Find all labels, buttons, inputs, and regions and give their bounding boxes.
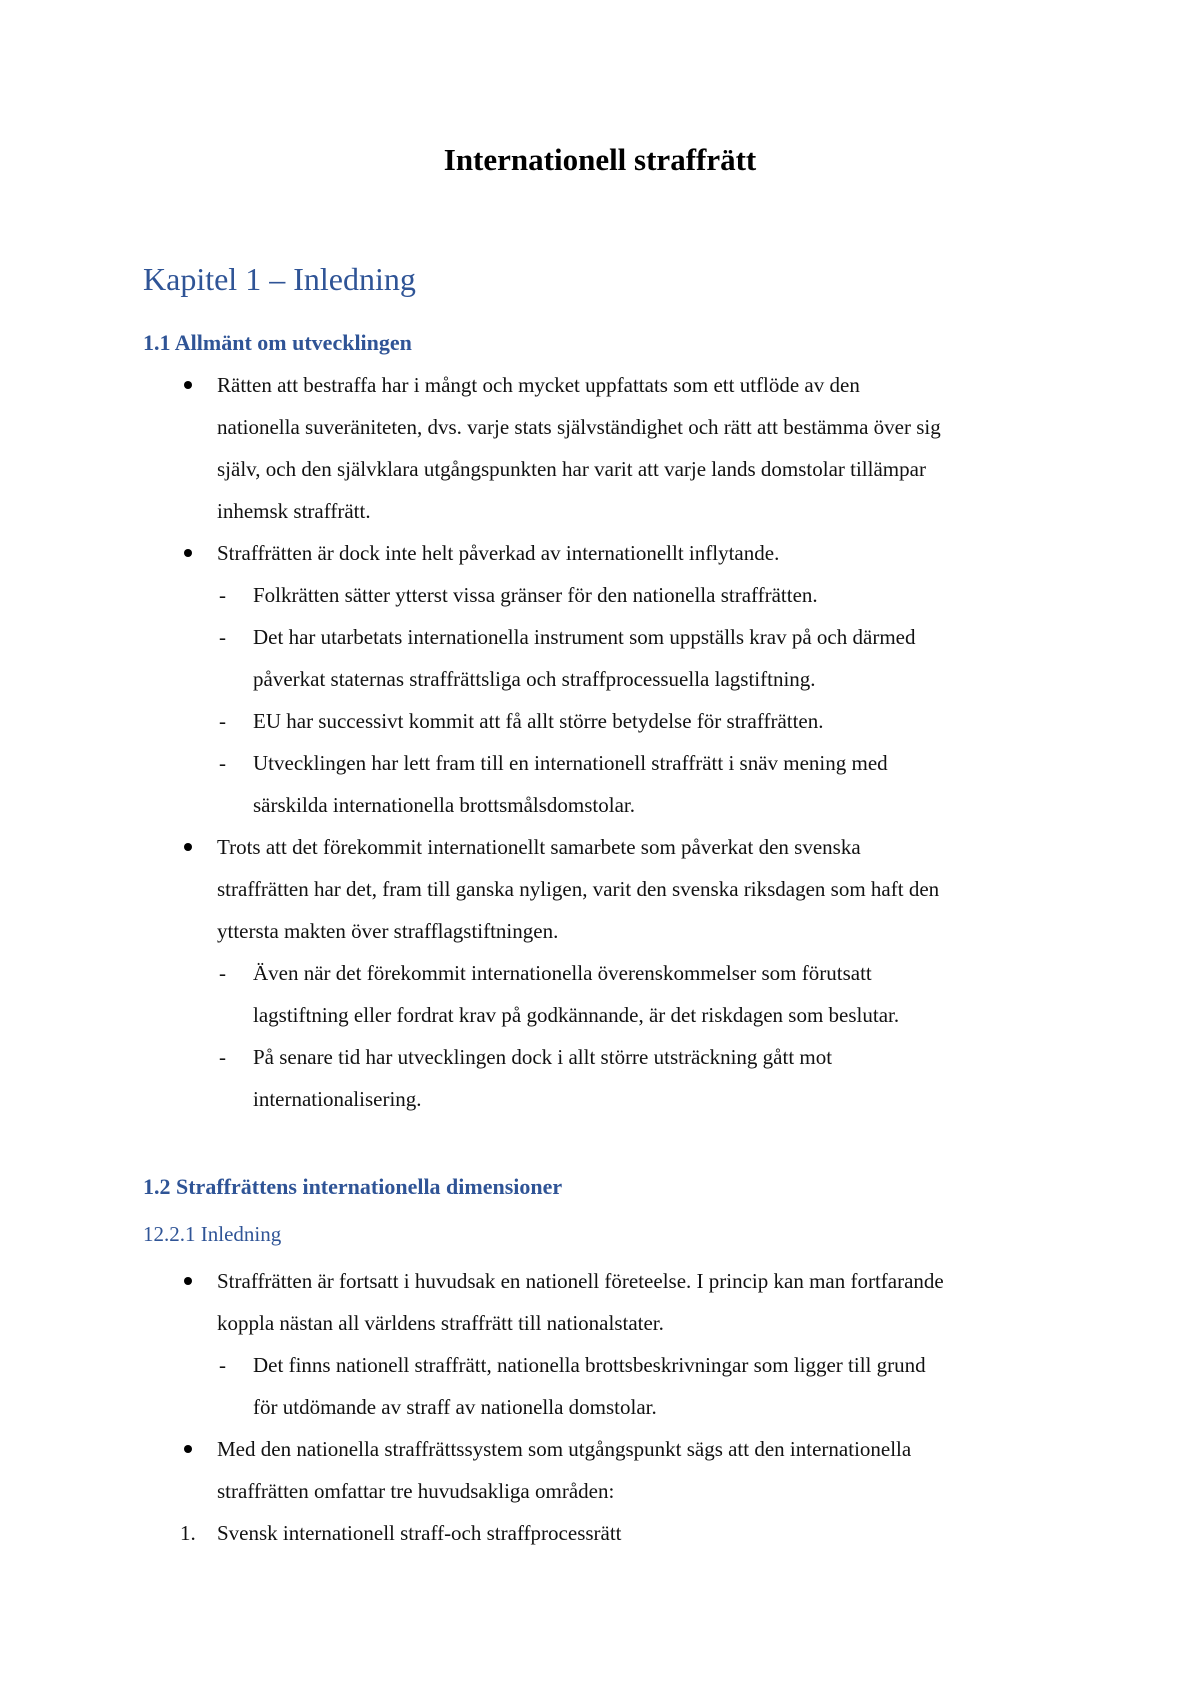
paragraph-line: Utvecklingen har lett fram till en internationell straffrätt i snäv mening med	[253, 751, 888, 775]
paragraph-line: Folkrätten sätter ytterst vissa gränser för den nationella straffrätten.	[253, 583, 818, 607]
paragraph-line: särskilda internationella brottsmålsdomstolar.	[253, 793, 636, 817]
dash-marker: -	[219, 625, 226, 649]
paragraph-line: nationella suveräniteten, dvs. varje stats självständighet och rätt att bestämma över sig	[217, 415, 941, 439]
paragraph-line: Med den nationella straffrättssystem som utgångspunkt sägs att den internationella	[217, 1437, 912, 1461]
dash-marker: -	[219, 583, 226, 607]
bullet-marker	[184, 381, 192, 389]
paragraph-line: lagstiftning eller fordrat krav på godkännande, är det riskdagen som beslutar.	[253, 1003, 900, 1027]
bullet-marker	[184, 1445, 192, 1453]
paragraph-line: koppla nästan all världens straffrätt till nationalstater.	[217, 1311, 664, 1335]
paragraph-line: Svensk internationell straff-och straffprocessrätt	[217, 1521, 622, 1545]
subsection-heading: 12.2.1 Inledning	[143, 1222, 282, 1246]
dash-marker: -	[219, 709, 226, 733]
dash-marker: -	[219, 1045, 226, 1069]
paragraph-line: Även när det förekommit internationella överenskommelser som förutsatt	[253, 961, 872, 985]
paragraph-line: yttersta makten över strafflagstiftningen.	[217, 919, 559, 943]
paragraph-line: Straffrätten är dock inte helt påverkad av internationellt inflytande.	[217, 541, 780, 565]
chapter-heading: Kapitel 1 – Inledning	[143, 261, 416, 297]
section-heading-1-1: 1.1 Allmänt om utvecklingen	[143, 330, 412, 355]
paragraph-line: Det har utarbetats internationella instrument som uppställs krav på och därmed	[253, 625, 916, 649]
bullet-marker	[184, 1277, 192, 1285]
paragraph-line: Straffrätten är fortsatt i huvudsak en nationell företeelse. I princip kan man fortfarande	[217, 1269, 944, 1293]
paragraph-line: Trots att det förekommit internationellt samarbete som påverkat den svenska	[217, 835, 861, 859]
section-heading-1-2: 1.2 Straffrättens internationella dimensioner	[143, 1174, 563, 1199]
paragraph-line: internationalisering.	[253, 1087, 422, 1111]
paragraph-line: inhemsk straffrätt.	[217, 499, 371, 523]
paragraph-line: straffrätten omfattar tre huvudsakliga områden:	[217, 1479, 615, 1503]
paragraph-line: Rätten att bestraffa har i mångt och mycket uppfattats som ett utflöde av den	[217, 373, 860, 397]
dash-marker: -	[219, 1353, 226, 1377]
dash-marker: -	[219, 751, 226, 775]
paragraph-line: straffrätten har det, fram till ganska nyligen, varit den svenska riksdagen som haft den	[217, 877, 940, 901]
bullet-marker	[184, 549, 192, 557]
document-title: Internationell straffrätt	[443, 142, 757, 177]
paragraph-line: för utdömande av straff av nationella domstolar.	[253, 1395, 657, 1419]
paragraph-line: påverkat staternas straffrättsliga och straffprocessuella lagstiftning.	[253, 667, 816, 691]
paragraph-line: själv, och den självklara utgångspunkten har varit att varje lands domstolar tillämpar	[217, 457, 926, 481]
numbered-marker: 1.	[180, 1521, 196, 1545]
dash-marker: -	[219, 961, 226, 985]
paragraph-line: På senare tid har utvecklingen dock i allt större utsträckning gått mot	[253, 1045, 833, 1069]
bullet-marker	[184, 843, 192, 851]
paragraph-line: EU har successivt kommit att få allt större betydelse för straffrätten.	[253, 709, 824, 733]
paragraph-line: Det finns nationell straffrätt, nationella brottsbeskrivningar som ligger till grund	[253, 1353, 926, 1377]
